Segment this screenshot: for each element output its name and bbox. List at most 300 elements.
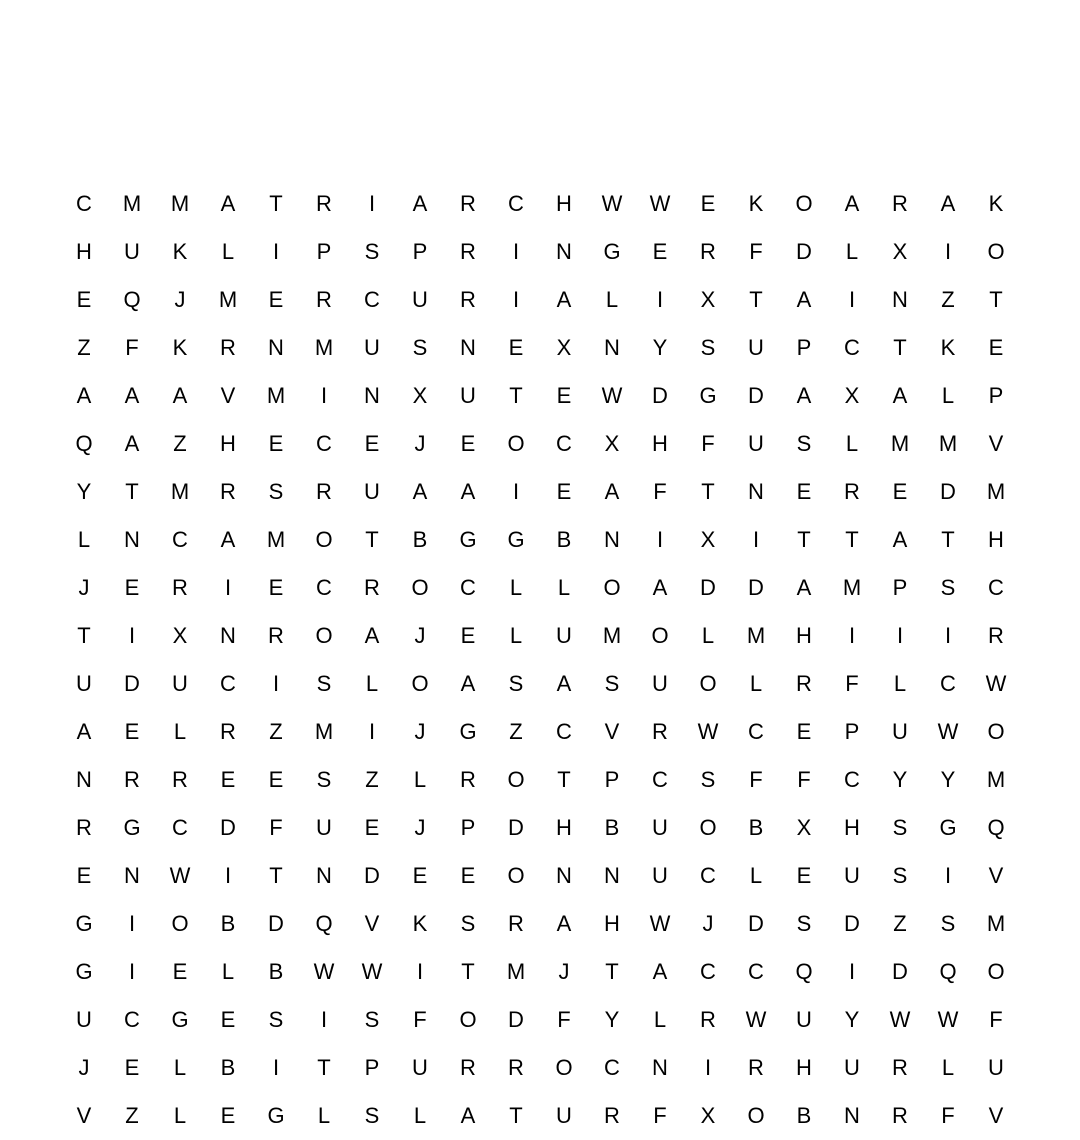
letter-cell[interactable]: T (557, 767, 571, 792)
letter-cell[interactable]: E (556, 479, 572, 504)
letter-cell[interactable]: V (76, 1103, 92, 1128)
letter-cell[interactable]: D (508, 815, 524, 840)
letter-cell[interactable]: U (172, 671, 188, 696)
letter-cell[interactable]: R (700, 239, 716, 264)
letter-cell[interactable]: C (652, 767, 668, 792)
letter-cell[interactable]: Z (893, 911, 907, 936)
letter-cell[interactable]: T (269, 863, 283, 888)
letter-cell[interactable]: R (796, 671, 812, 696)
letter-cell[interactable]: D (748, 575, 764, 600)
letter-cell[interactable]: D (124, 671, 140, 696)
letter-cell[interactable]: U (76, 671, 92, 696)
letter-cell[interactable]: D (508, 1007, 524, 1032)
letter-cell[interactable]: R (460, 287, 476, 312)
letter-cell[interactable]: T (605, 959, 619, 984)
letter-cell[interactable]: T (509, 1103, 523, 1128)
letter-cell[interactable]: S (316, 767, 332, 792)
letter-cell[interactable]: S (460, 911, 476, 936)
letter-cell[interactable]: H (796, 1055, 812, 1080)
letter-cell[interactable]: E (268, 431, 284, 456)
letter-cell[interactable]: A (940, 191, 956, 216)
letter-cell[interactable]: D (220, 815, 236, 840)
letter-cell[interactable]: N (604, 335, 620, 360)
letter-cell[interactable]: L (941, 383, 955, 408)
letter-cell[interactable]: G (459, 527, 477, 552)
letter-cell[interactable]: S (604, 671, 620, 696)
letter-cell[interactable]: A (124, 431, 140, 456)
letter-cell[interactable]: G (267, 1103, 285, 1128)
letter-cell[interactable]: M (890, 431, 910, 456)
letter-cell[interactable]: E (220, 1007, 236, 1032)
letter-cell[interactable]: A (220, 527, 236, 552)
letter-cell[interactable]: M (170, 191, 190, 216)
letter-cell[interactable]: L (77, 527, 91, 552)
letter-cell[interactable]: F (269, 815, 283, 840)
letter-cell[interactable]: R (268, 623, 284, 648)
letter-cell[interactable]: E (364, 815, 380, 840)
letter-cell[interactable]: N (604, 863, 620, 888)
letter-cell[interactable]: E (268, 575, 284, 600)
letter-cell[interactable]: V (988, 431, 1004, 456)
letter-cell[interactable]: W (985, 671, 1007, 696)
letter-cell[interactable]: J (78, 1055, 90, 1080)
letter-cell[interactable]: I (656, 527, 664, 552)
letter-cell[interactable]: R (172, 575, 188, 600)
letter-cell[interactable]: A (412, 479, 428, 504)
letter-cell[interactable]: W (889, 1007, 911, 1032)
letter-cell[interactable]: M (986, 911, 1006, 936)
letter-cell[interactable]: P (892, 575, 908, 600)
letter-cell[interactable]: O (987, 239, 1005, 264)
letter-cell[interactable]: M (986, 767, 1006, 792)
letter-cell[interactable]: D (700, 575, 716, 600)
letter-cell[interactable]: Q (75, 431, 93, 456)
letter-cell[interactable]: F (989, 1007, 1003, 1032)
letter-cell[interactable]: S (796, 911, 812, 936)
letter-cell[interactable]: T (797, 527, 811, 552)
letter-cell[interactable]: X (172, 623, 188, 648)
letter-cell[interactable]: A (892, 383, 908, 408)
letter-cell[interactable]: E (796, 479, 812, 504)
letter-cell[interactable]: T (893, 335, 907, 360)
letter-cell[interactable]: R (220, 719, 236, 744)
letter-cell[interactable]: O (315, 527, 333, 552)
letter-cell[interactable]: H (556, 191, 572, 216)
letter-cell[interactable]: C (844, 335, 860, 360)
letter-cell[interactable]: R (316, 191, 332, 216)
letter-cell[interactable]: Q (123, 287, 141, 312)
letter-cell[interactable]: W (169, 863, 191, 888)
letter-cell[interactable]: A (124, 383, 140, 408)
letter-cell[interactable]: R (316, 479, 332, 504)
letter-cell[interactable]: D (652, 383, 668, 408)
letter-cell[interactable]: O (747, 1103, 765, 1128)
letter-cell[interactable]: I (848, 623, 856, 648)
letter-cell[interactable]: W (937, 719, 959, 744)
letter-cell[interactable]: V (988, 863, 1004, 888)
letter-cell[interactable]: W (649, 911, 671, 936)
letter-cell[interactable]: F (557, 1007, 571, 1032)
letter-cell[interactable]: E (76, 287, 92, 312)
letter-cell[interactable]: P (796, 335, 812, 360)
letter-cell[interactable]: O (795, 191, 813, 216)
letter-cell[interactable]: S (412, 335, 428, 360)
letter-cell[interactable]: U (652, 671, 668, 696)
letter-cell[interactable]: R (316, 287, 332, 312)
letter-cell[interactable]: U (316, 815, 332, 840)
letter-cell[interactable]: U (844, 1055, 860, 1080)
letter-cell[interactable]: T (365, 527, 379, 552)
letter-cell[interactable]: U (652, 863, 668, 888)
letter-cell[interactable]: G (123, 815, 141, 840)
letter-cell[interactable]: E (508, 335, 524, 360)
letter-cell[interactable]: R (988, 623, 1004, 648)
letter-cell[interactable]: T (989, 287, 1003, 312)
letter-cell[interactable]: K (940, 335, 956, 360)
letter-cell[interactable]: L (413, 767, 427, 792)
letter-cell[interactable]: C (220, 671, 236, 696)
letter-cell[interactable]: R (220, 479, 236, 504)
letter-cell[interactable]: I (272, 671, 280, 696)
letter-cell[interactable]: E (988, 335, 1004, 360)
letter-cell[interactable]: D (892, 959, 908, 984)
letter-cell[interactable]: I (848, 287, 856, 312)
letter-cell[interactable]: I (272, 1055, 280, 1080)
letter-cell[interactable]: N (844, 1103, 860, 1128)
letter-cell[interactable]: C (316, 431, 332, 456)
letter-cell[interactable]: E (124, 575, 140, 600)
letter-cell[interactable]: E (268, 287, 284, 312)
letter-cell[interactable]: R (508, 1055, 524, 1080)
letter-cell[interactable]: U (748, 335, 764, 360)
letter-cell[interactable]: C (556, 719, 572, 744)
letter-cell[interactable]: X (412, 383, 428, 408)
letter-cell[interactable]: E (364, 431, 380, 456)
letter-cell[interactable]: U (556, 623, 572, 648)
letter-cell[interactable]: E (220, 767, 236, 792)
letter-cell[interactable]: R (460, 767, 476, 792)
letter-cell[interactable]: B (604, 815, 620, 840)
letter-cell[interactable]: H (652, 431, 668, 456)
letter-cell[interactable]: P (364, 1055, 380, 1080)
letter-cell[interactable]: U (412, 1055, 428, 1080)
letter-cell[interactable]: X (796, 815, 812, 840)
letter-cell[interactable]: J (558, 959, 570, 984)
letter-cell[interactable]: L (893, 671, 907, 696)
letter-cell[interactable]: J (414, 623, 426, 648)
letter-cell[interactable]: R (892, 1103, 908, 1128)
letter-cell[interactable]: F (413, 1007, 427, 1032)
letter-cell[interactable]: R (748, 1055, 764, 1080)
letter-cell[interactable]: S (364, 1007, 380, 1032)
letter-cell[interactable]: M (266, 383, 286, 408)
letter-cell[interactable]: A (460, 479, 476, 504)
letter-cell[interactable]: C (700, 959, 716, 984)
letter-cell[interactable]: K (748, 191, 764, 216)
letter-cell[interactable]: Q (315, 911, 333, 936)
letter-cell[interactable]: D (844, 911, 860, 936)
letter-cell[interactable]: B (748, 815, 764, 840)
letter-cell[interactable]: Y (892, 767, 908, 792)
letter-cell[interactable]: A (604, 479, 620, 504)
letter-cell[interactable]: N (76, 767, 92, 792)
letter-cell[interactable]: O (699, 815, 717, 840)
letter-cell[interactable]: G (939, 815, 957, 840)
letter-cell[interactable]: T (461, 959, 475, 984)
letter-cell[interactable]: R (460, 239, 476, 264)
letter-cell[interactable]: L (605, 287, 619, 312)
letter-cell[interactable]: A (76, 719, 92, 744)
letter-cell[interactable]: S (700, 767, 716, 792)
letter-cell[interactable]: A (220, 191, 236, 216)
letter-cell[interactable]: C (76, 191, 92, 216)
letter-cell[interactable]: L (845, 239, 859, 264)
letter-cell[interactable]: N (124, 863, 140, 888)
letter-cell[interactable]: L (221, 239, 235, 264)
letter-cell[interactable]: W (745, 1007, 767, 1032)
letter-cell[interactable]: V (604, 719, 620, 744)
letter-cell[interactable]: X (700, 527, 716, 552)
letter-cell[interactable]: A (172, 383, 188, 408)
letter-cell[interactable]: O (411, 671, 429, 696)
letter-cell[interactable]: A (796, 383, 812, 408)
letter-cell[interactable]: W (937, 1007, 959, 1032)
letter-cell[interactable]: H (844, 815, 860, 840)
letter-cell[interactable]: R (508, 911, 524, 936)
letter-cell[interactable]: G (699, 383, 717, 408)
letter-cell[interactable]: I (704, 1055, 712, 1080)
letter-cell[interactable]: L (653, 1007, 667, 1032)
letter-cell[interactable]: V (364, 911, 380, 936)
letter-cell[interactable]: X (700, 287, 716, 312)
letter-cell[interactable]: T (941, 527, 955, 552)
letter-cell[interactable]: H (988, 527, 1004, 552)
letter-cell[interactable]: H (604, 911, 620, 936)
letter-cell[interactable]: M (986, 479, 1006, 504)
letter-cell[interactable]: S (268, 479, 284, 504)
letter-cell[interactable]: C (844, 767, 860, 792)
letter-cell[interactable]: C (508, 191, 524, 216)
letter-cell[interactable]: Q (987, 815, 1005, 840)
letter-cell[interactable]: U (652, 815, 668, 840)
letter-cell[interactable]: I (224, 575, 232, 600)
letter-cell[interactable]: O (507, 863, 525, 888)
letter-cell[interactable]: O (315, 623, 333, 648)
letter-cell[interactable]: E (652, 239, 668, 264)
letter-cell[interactable]: U (460, 383, 476, 408)
letter-cell[interactable]: W (601, 383, 623, 408)
letter-cell[interactable]: I (848, 959, 856, 984)
letter-cell[interactable]: L (557, 575, 571, 600)
letter-cell[interactable]: M (314, 719, 334, 744)
letter-cell[interactable]: L (749, 671, 763, 696)
letter-cell[interactable]: A (652, 575, 668, 600)
letter-cell[interactable]: H (220, 431, 236, 456)
letter-cell[interactable]: P (460, 815, 476, 840)
letter-cell[interactable]: M (314, 335, 334, 360)
letter-cell[interactable]: G (459, 719, 477, 744)
letter-cell[interactable]: J (414, 719, 426, 744)
letter-cell[interactable]: T (701, 479, 715, 504)
letter-cell[interactable]: E (124, 719, 140, 744)
letter-cell[interactable]: G (75, 959, 93, 984)
letter-cell[interactable]: Y (940, 767, 956, 792)
letter-cell[interactable]: E (268, 767, 284, 792)
letter-cell[interactable]: Y (604, 1007, 620, 1032)
letter-cell[interactable]: G (75, 911, 93, 936)
letter-cell[interactable]: Q (795, 959, 813, 984)
letter-cell[interactable]: I (416, 959, 424, 984)
letter-cell[interactable]: L (701, 623, 715, 648)
letter-cell[interactable]: I (512, 287, 520, 312)
letter-cell[interactable]: B (220, 1055, 236, 1080)
letter-cell[interactable]: G (507, 527, 525, 552)
letter-cell[interactable]: S (892, 815, 908, 840)
letter-cell[interactable]: N (316, 863, 332, 888)
letter-cell[interactable]: S (940, 575, 956, 600)
letter-cell[interactable]: F (797, 767, 811, 792)
letter-cell[interactable]: N (556, 239, 572, 264)
letter-cell[interactable]: I (368, 719, 376, 744)
letter-cell[interactable]: R (76, 815, 92, 840)
letter-cell[interactable]: J (702, 911, 714, 936)
letter-cell[interactable]: R (700, 1007, 716, 1032)
letter-cell[interactable]: E (172, 959, 188, 984)
letter-cell[interactable]: X (700, 1103, 716, 1128)
letter-cell[interactable]: Z (173, 431, 187, 456)
letter-cell[interactable]: E (460, 863, 476, 888)
letter-cell[interactable]: D (748, 383, 764, 408)
letter-cell[interactable]: U (988, 1055, 1004, 1080)
letter-cell[interactable]: M (122, 191, 142, 216)
letter-cell[interactable]: Y (76, 479, 92, 504)
letter-cell[interactable]: N (268, 335, 284, 360)
letter-cell[interactable]: Z (269, 719, 283, 744)
letter-cell[interactable]: H (556, 815, 572, 840)
letter-cell[interactable]: L (749, 863, 763, 888)
letter-cell[interactable]: A (460, 671, 476, 696)
letter-cell[interactable]: Z (125, 1103, 139, 1128)
letter-cell[interactable]: X (892, 239, 908, 264)
letter-cell[interactable]: M (506, 959, 526, 984)
letter-cell[interactable]: D (748, 911, 764, 936)
letter-cell[interactable]: U (556, 1103, 572, 1128)
letter-cell[interactable]: L (173, 719, 187, 744)
letter-cell[interactable]: E (460, 623, 476, 648)
letter-cell[interactable]: I (752, 527, 760, 552)
letter-cell[interactable]: U (124, 239, 140, 264)
letter-cell[interactable]: A (652, 959, 668, 984)
letter-cell[interactable]: B (556, 527, 572, 552)
letter-cell[interactable]: S (940, 911, 956, 936)
letter-cell[interactable]: I (896, 623, 904, 648)
letter-cell[interactable]: N (556, 863, 572, 888)
letter-cell[interactable]: I (368, 191, 376, 216)
letter-cell[interactable]: J (414, 815, 426, 840)
letter-cell[interactable]: I (128, 959, 136, 984)
letter-cell[interactable]: L (365, 671, 379, 696)
letter-cell[interactable]: S (796, 431, 812, 456)
letter-cell[interactable]: L (509, 575, 523, 600)
letter-cell[interactable]: S (508, 671, 524, 696)
letter-cell[interactable]: C (124, 1007, 140, 1032)
letter-cell[interactable]: O (699, 671, 717, 696)
letter-cell[interactable]: F (653, 1103, 667, 1128)
letter-cell[interactable]: P (844, 719, 860, 744)
letter-cell[interactable]: S (700, 335, 716, 360)
letter-cell[interactable]: B (796, 1103, 812, 1128)
letter-cell[interactable]: U (796, 1007, 812, 1032)
letter-cell[interactable]: A (844, 191, 860, 216)
letter-cell[interactable]: P (988, 383, 1004, 408)
letter-cell[interactable]: S (364, 239, 380, 264)
letter-cell[interactable]: L (173, 1103, 187, 1128)
letter-cell[interactable]: M (266, 527, 286, 552)
letter-cell[interactable]: Y (652, 335, 668, 360)
letter-cell[interactable]: N (364, 383, 380, 408)
letter-cell[interactable]: I (272, 239, 280, 264)
letter-cell[interactable]: P (412, 239, 428, 264)
letter-cell[interactable]: C (460, 575, 476, 600)
letter-cell[interactable]: W (361, 959, 383, 984)
letter-cell[interactable]: D (364, 863, 380, 888)
letter-cell[interactable]: N (748, 479, 764, 504)
letter-cell[interactable]: R (604, 1103, 620, 1128)
letter-cell[interactable]: R (652, 719, 668, 744)
letter-cell[interactable]: O (555, 1055, 573, 1080)
letter-cell[interactable]: R (892, 1055, 908, 1080)
letter-cell[interactable]: I (320, 1007, 328, 1032)
letter-cell[interactable]: X (604, 431, 620, 456)
letter-cell[interactable]: G (171, 1007, 189, 1032)
letter-cell[interactable]: R (172, 767, 188, 792)
letter-cell[interactable]: B (412, 527, 428, 552)
letter-cell[interactable]: C (364, 287, 380, 312)
letter-cell[interactable]: A (412, 191, 428, 216)
letter-cell[interactable]: E (460, 431, 476, 456)
letter-cell[interactable]: R (460, 191, 476, 216)
letter-cell[interactable]: U (364, 335, 380, 360)
letter-cell[interactable]: A (364, 623, 380, 648)
letter-cell[interactable]: V (988, 1103, 1004, 1128)
letter-cell[interactable]: E (700, 191, 716, 216)
letter-cell[interactable]: N (892, 287, 908, 312)
letter-cell[interactable]: E (892, 479, 908, 504)
letter-cell[interactable]: K (172, 239, 188, 264)
letter-cell[interactable]: F (749, 767, 763, 792)
letter-cell[interactable]: F (701, 431, 715, 456)
letter-cell[interactable]: B (220, 911, 236, 936)
letter-cell[interactable]: D (268, 911, 284, 936)
letter-cell[interactable]: I (512, 479, 520, 504)
letter-cell[interactable]: L (845, 431, 859, 456)
letter-cell[interactable]: J (414, 431, 426, 456)
letter-cell[interactable]: O (603, 575, 621, 600)
letter-cell[interactable]: O (411, 575, 429, 600)
letter-cell[interactable]: R (220, 335, 236, 360)
letter-cell[interactable]: Z (77, 335, 91, 360)
letter-cell[interactable]: D (796, 239, 812, 264)
letter-cell[interactable]: H (796, 623, 812, 648)
letter-cell[interactable]: O (987, 719, 1005, 744)
letter-cell[interactable]: C (604, 1055, 620, 1080)
letter-cell[interactable]: L (413, 1103, 427, 1128)
letter-cell[interactable]: Q (939, 959, 957, 984)
letter-cell[interactable]: E (412, 863, 428, 888)
letter-cell[interactable]: R (892, 191, 908, 216)
letter-cell[interactable]: T (77, 623, 91, 648)
letter-cell[interactable]: I (512, 239, 520, 264)
